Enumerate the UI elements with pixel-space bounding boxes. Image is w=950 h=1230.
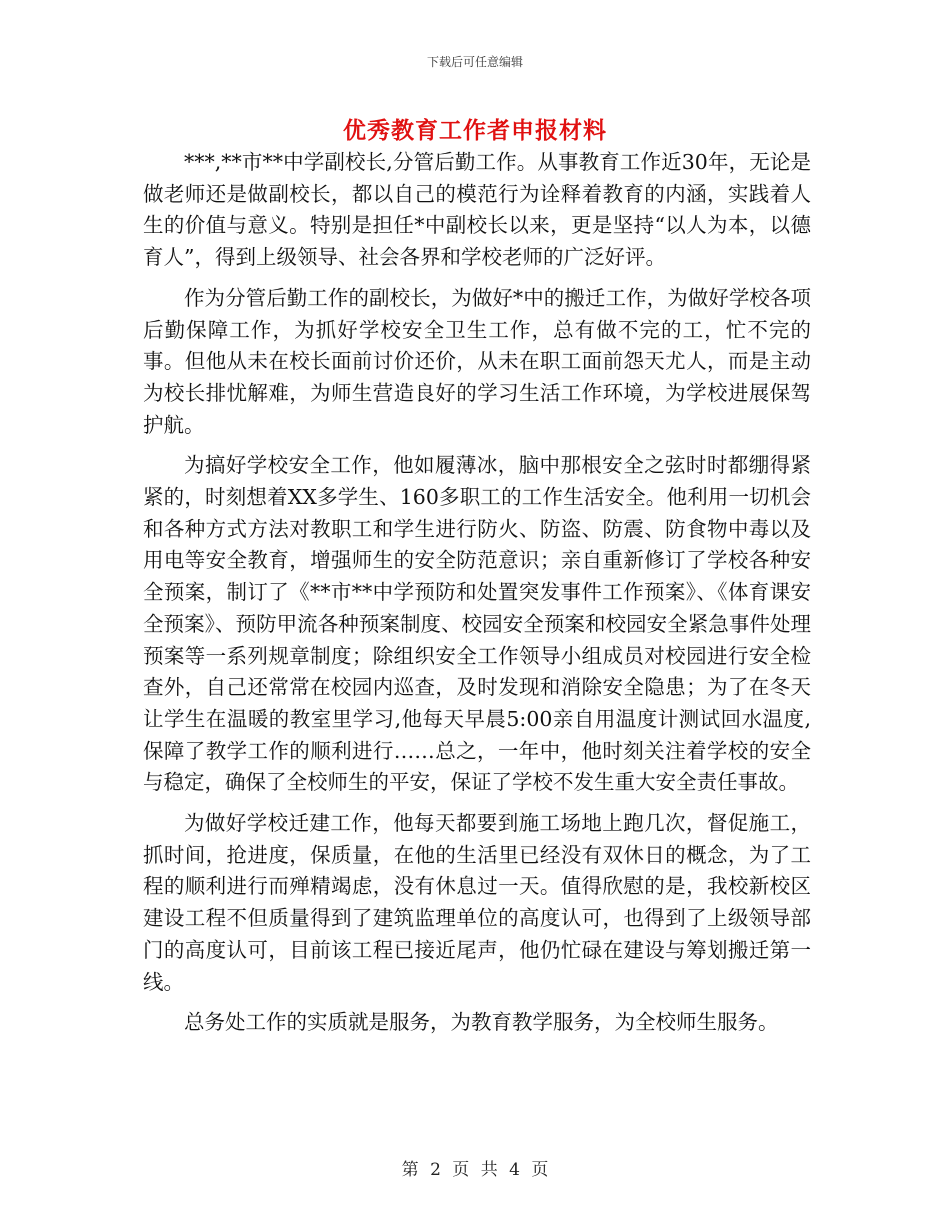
paragraph-5: 总务处工作的实质就是服务，为教育教学服务，为全校师生服务。 <box>184 1010 779 1035</box>
document-body <box>143 147 811 1048</box>
header-note: 下载后可任意编辑 <box>426 55 523 69</box>
page-number: 第 2 页 共 4 页 <box>401 1160 549 1180</box>
paragraph-1: ***,**市**中学副校长,分管后勤工作。从事教育工作近30年，无论是做老师还是做副校长，都以自己的模范行为诠释着教育的内涵，实践着人生的价值与意义。特别是担任*中副校长以来，更是坚持“以人为本，以德育人”，得到上级领导、社会各界和学校老师的广泛好评。 <box>143 150 811 270</box>
paragraph-4: 为做好学校迁建工作，他每天都要到施工场地上跑几次，督促施工，抓时间，抢进度，保质量，在他的生活里已经没有双休日的概念，为了工程的顺利进行而殚精竭虑，没有休息过一天。值得欣慰的是，我校新校区建设工程不但质量得到了建筑监理单位的高度认可，也得到了上级领导部门的高度认可，目前该工程已接近尾声，他仍忙碌在建设与筹划搬迁第一线。 <box>143 811 811 994</box>
document-title: 优秀教育工作者申报材料 <box>343 117 607 144</box>
paragraph-3: 为搞好学校安全工作，他如履薄冰，脑中那根安全之弦时时都绷得紧紧的，时刻想着XX多学生、160多职工的工作生活安全。他利用一切机会和各种方式方法对教职工和学生进行防火、防盗、防震、防食物中毒以及用电等安全教育，增强师生的安全防范意识；亲自重新修订了学校各种安全预案，制订了《**市**中学预防和处置突发事件工作预案》、《体育课安全预案》、预防甲流各种预案制度、校园安全预案和校园安全紧急事件处理预案等一系列规章制度；除组织安全工作领导小组成员对校园进行安全检查外，自己还常常在校园内巡查，及时发现和消除安全隐患；为了在冬天让学生在温暖的教室里学习,他每天早晨5:00亲自用温度计测试回水温度,保障了教学工作的顺利进行……总之，一年中，他时刻关注着学校的安全与稳定，确保了全校师生的平安，保证了学校不发生重大安全责任事故。 <box>143 453 811 795</box>
paragraph-2: 作为分管后勤工作的副校长，为做好*中的搬迁工作，为做好学校各项后勤保障工作，为抓好学校安全卫生工作，总有做不完的工，忙不完的事。但他从未在校长面前讨价还价，从未在职工面前怨天尤人，而是主动为校长排忧解难，为师生营造良好的学习生活工作环境，为学校进展保驾护航。 <box>143 285 811 437</box>
